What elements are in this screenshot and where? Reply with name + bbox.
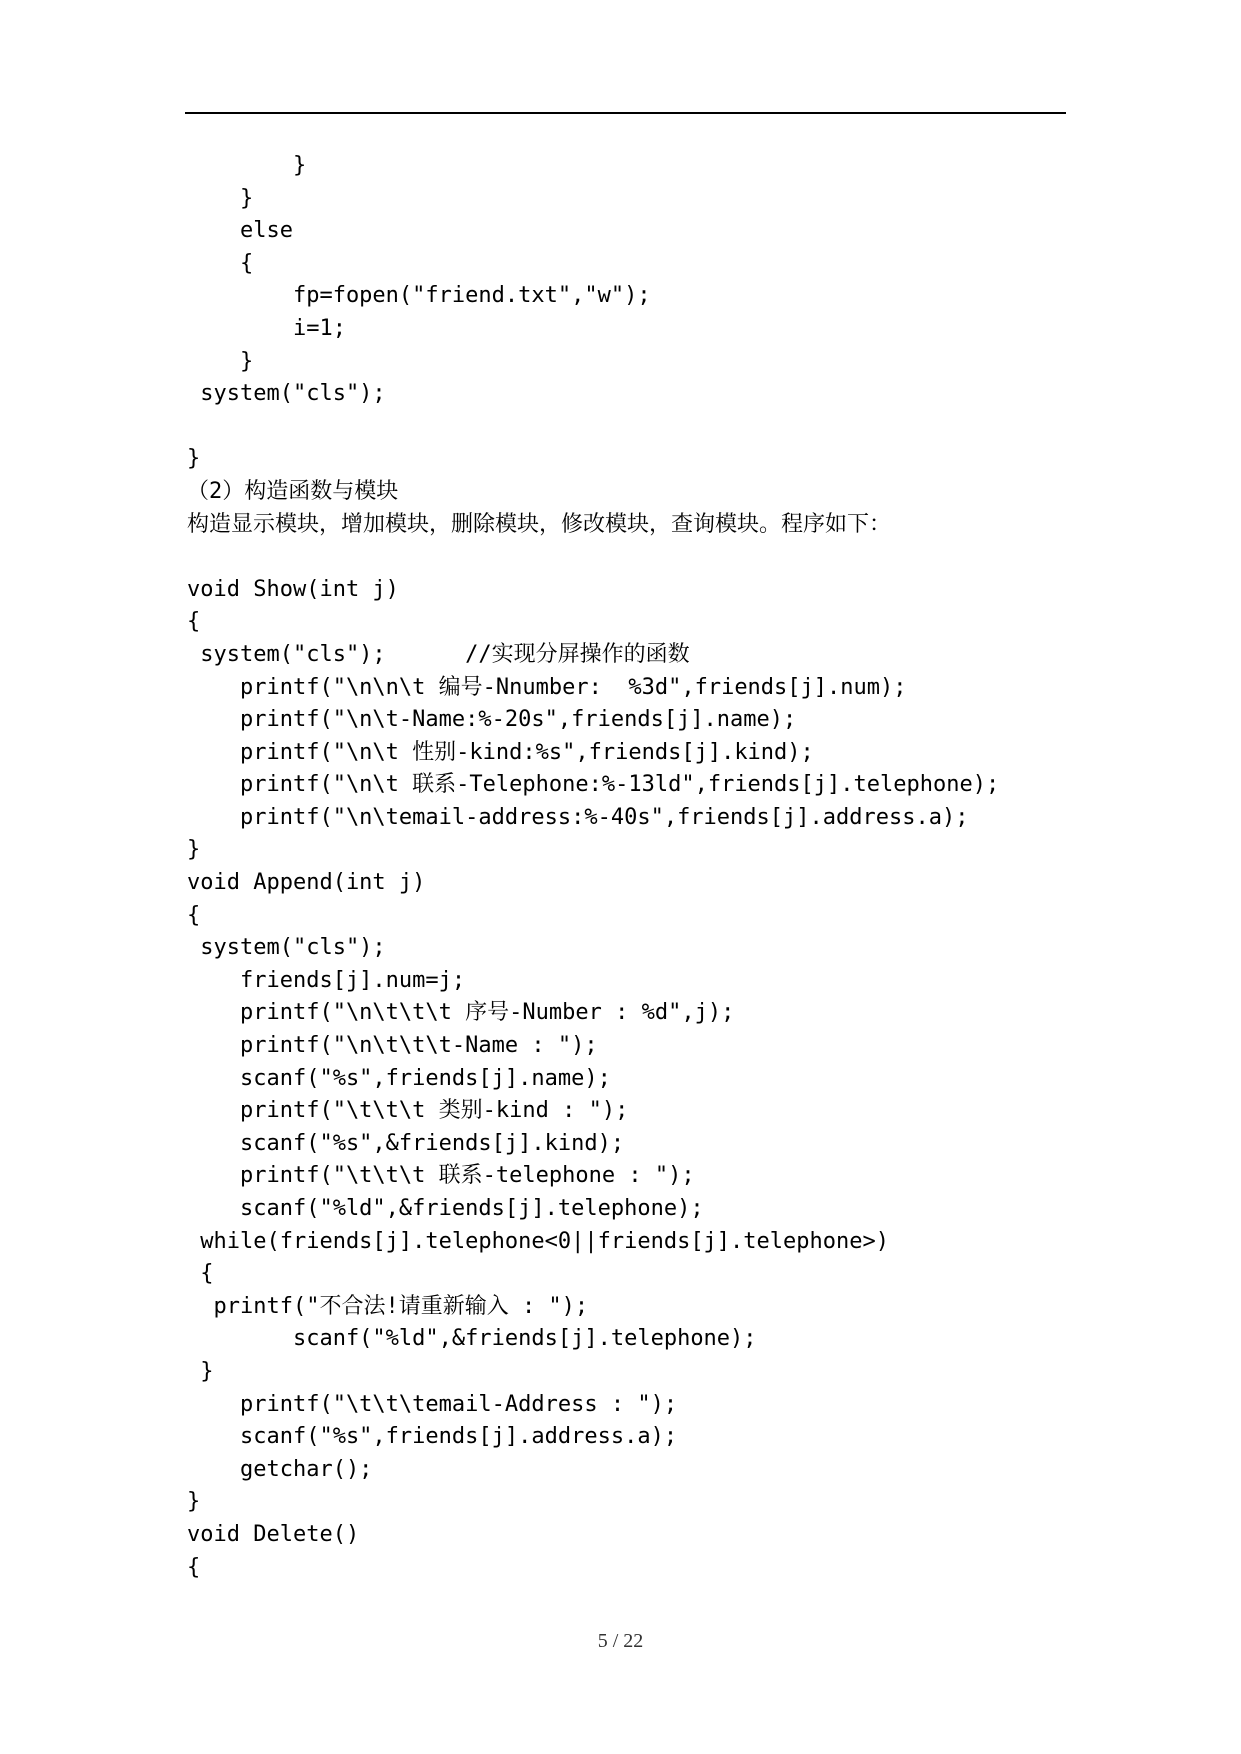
code-line: printf("\t\t\t 类别-kind : "); <box>187 1098 629 1124</box>
code-line: { <box>187 1261 214 1287</box>
code-line: } <box>187 185 254 211</box>
code-line: getchar(); <box>187 1456 373 1482</box>
code-line: } <box>187 837 201 863</box>
code-line: printf("\n\n\t 编号-Nnumber: %3d",friends[j].num); <box>187 674 907 700</box>
code-line: printf("\n\t-Name:%-20s",friends[j].name); <box>187 707 797 733</box>
code-line: else <box>187 218 293 244</box>
code-line: scanf("%s",friends[j].name); <box>187 1065 611 1091</box>
code-line: while(friends[j].telephone<0||friends[j].telephone>) <box>187 1228 889 1254</box>
code-line: system("cls"); <box>187 381 386 407</box>
code-line: } <box>187 153 307 178</box>
code-line: { <box>187 250 254 276</box>
header-rule <box>185 112 1066 114</box>
code-line: printf("\n\t 性别-kind:%s",friends[j].kind); <box>187 739 814 765</box>
code-line: printf("\n\t 联系-Telephone:%-13ld",friends[j].telephone); <box>187 772 1000 798</box>
code-line: printf("\t\t\t 联系-telephone : "); <box>187 1163 695 1189</box>
code-line: printf("\t\t\temail-Address : "); <box>187 1391 678 1417</box>
code-line: system("cls"); <box>187 935 386 961</box>
code-line: 构造显示模块，增加模块，删除模块，修改模块，查询模块。程序如下： <box>187 511 892 537</box>
code-line: printf("不合法!请重新输入 : "); <box>187 1293 589 1319</box>
code-line: fp=fopen("friend.txt","w"); <box>187 283 651 309</box>
code-line: friends[j].num=j; <box>187 967 466 993</box>
code-line <box>187 541 1067 574</box>
code-line: void Append(int j) <box>187 870 426 896</box>
code-line: } <box>187 1358 214 1384</box>
code-line: void Show(int j) <box>187 576 399 602</box>
code-listing <box>187 150 1067 1584</box>
code-line: （2）构造函数与模块 <box>187 478 399 504</box>
code-line: i=1; <box>187 315 346 341</box>
code-line: } <box>187 348 254 374</box>
code-line: printf("\n\t\t\t-Name : "); <box>187 1033 598 1059</box>
code-line <box>187 411 1067 444</box>
code-line: { <box>187 609 201 635</box>
code-line: } <box>187 1489 201 1515</box>
code-line: } <box>187 446 201 472</box>
code-line: scanf("%ld",&friends[j].telephone); <box>187 1196 704 1221</box>
code-line: system("cls"); //实现分屏操作的函数 <box>187 641 690 667</box>
page-number: 5 / 22 <box>597 1630 644 1652</box>
code-line: printf("\n\temail-address:%-40s",friends[j].address.a); <box>187 804 969 830</box>
code-line: void Delete() <box>187 1521 360 1547</box>
code-line: scanf("%s",friends[j].address.a); <box>187 1424 678 1450</box>
code-line: scanf("%ld",&friends[j].telephone); <box>187 1326 757 1352</box>
code-line: scanf("%s",&friends[j].kind); <box>187 1130 625 1156</box>
code-line: { <box>187 1554 201 1580</box>
code-line: printf("\n\t\t\t 序号-Number : %d",j); <box>187 1000 735 1026</box>
code-line: { <box>187 902 201 928</box>
